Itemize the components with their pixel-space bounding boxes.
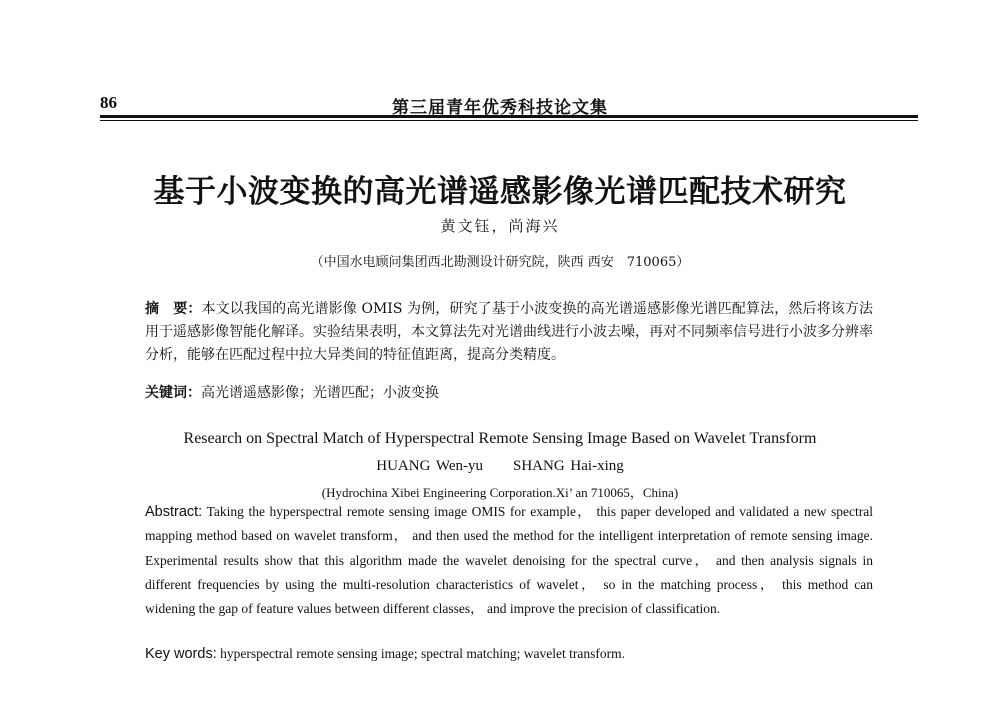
abstract-cn-label: 摘 要： — [145, 301, 202, 317]
paper-title-cn: 基于小波变换的高光谱遥感影像光谱匹配技术研究 — [153, 174, 847, 210]
affiliation-en: (Hydrochina Xibei Engineering Corporation.Xi’ an 710065，China) — [321, 485, 679, 500]
running-header: 第三届青年优秀科技论文集 — [392, 98, 608, 118]
abstract-cn — [145, 298, 873, 367]
authors-en: HUANG Wen-yu SHANG Hai-xing — [376, 458, 624, 474]
keywords-en-label: Key words: — [145, 646, 217, 662]
paper-title-en: Research on Spectral Match of Hyperspectral Remote Sensing Image Based on Wavelet Transform — [183, 430, 817, 447]
keywords-en — [145, 646, 873, 662]
abstract-en — [145, 500, 873, 621]
authors-cn: 黄文钰，尚海兴 — [440, 217, 560, 235]
header-rule-thin — [100, 120, 918, 121]
affiliation-cn: （中国水电顾问集团西北勘测设计研究院，陕西 西安 710065） — [310, 255, 690, 270]
keywords-cn-label: 关键词： — [145, 385, 201, 401]
abstract-en-text: Taking the hyperspectral remote sensing image OMIS for example， this paper developed and validated a new spectral mapping method based on wavelet transform， and then used the method for the intelligent interpretation of remote sensing image. Experimental results show that this algorithm made the wavelet denoising for the spectral curve， and then analysis signals in different frequencies by using the multi-resolution characteristics of wavelet， so in the matching process， this method can widening the gap of feature values between different classes， and improve the precision of classification. — [145, 504, 873, 617]
abstract-cn-text: 本文以我国的高光谱影像 OMIS 为例，研究了基于小波变换的高光谱遥感影像光谱匹配算法，然后将该方法用于遥感影像智能化解译。实验结果表明，本文算法先对光谱曲线进行小波去噪，再对不同频率信号进行小波多分辨率分析，能够在匹配过程中拉大异类间的特征值距离，提高分类精度。 — [145, 301, 874, 363]
keywords-cn — [145, 382, 873, 402]
page-number: 86 — [100, 93, 117, 112]
keywords-en-text: hyperspectral remote sensing image; spectral matching; wavelet transform. — [220, 646, 625, 661]
keywords-cn-text: 高光谱遥感影像；光谱匹配；小波变换 — [201, 385, 439, 401]
header-rule-thick — [100, 115, 918, 118]
abstract-en-label: Abstract: — [145, 504, 203, 520]
